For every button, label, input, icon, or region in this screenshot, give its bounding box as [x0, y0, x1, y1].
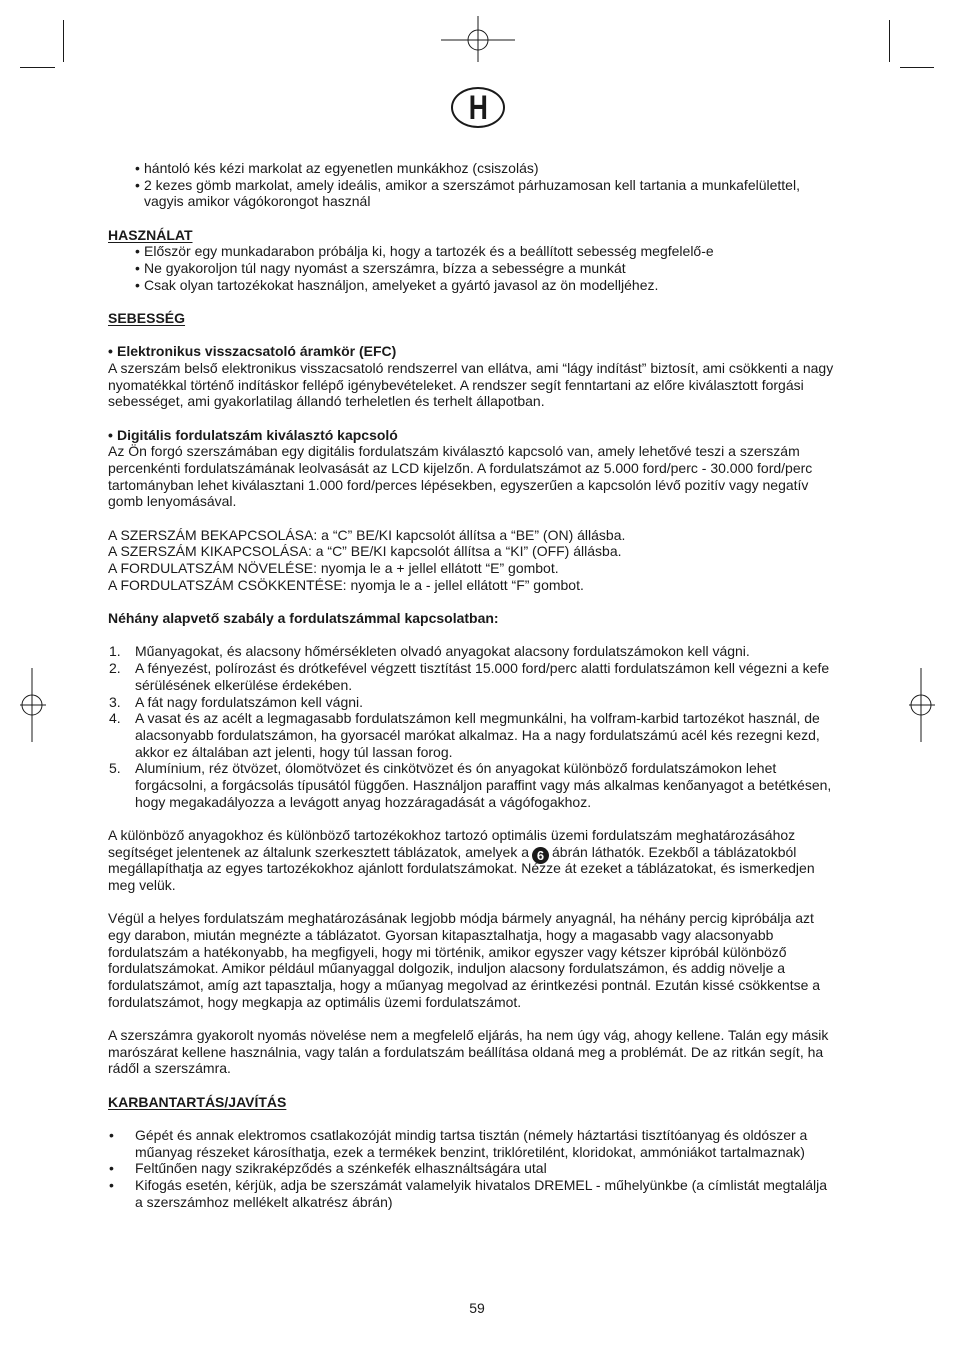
bullet: •: [108, 426, 113, 443]
bullet: •: [109, 1126, 114, 1143]
numbered-item-continuation: [0, 677, 954, 694]
numbered-item-continuation: [0, 777, 954, 794]
blank-line: [0, 210, 954, 227]
numbered-item-text: alacsonyabb fordulatszámon, ha gyorsacél marókat alkalmaz. Ha a nagy fordulatszámú acél kés rezegni kezd,: [135, 726, 820, 743]
section-heading-line: [0, 227, 954, 244]
item-number: 3.: [109, 693, 121, 710]
paragraph-text: Végül a helyes fordulatszám meghatározásának legjobb módja bármely anyagnál, ha néhány percig kipróbálja azt: [108, 910, 814, 927]
paragraph-text: gomb lenyomásával.: [108, 493, 237, 510]
crop-mark-icon: [63, 20, 64, 62]
paragraph-line: [0, 944, 954, 961]
numbered-item-text: hogy megakadályozza a levágott anyag hozzáragadását a vágófogakhoz.: [135, 793, 592, 810]
list-item: [0, 1177, 954, 1194]
subheading-line: [0, 427, 954, 444]
list-item: [0, 260, 954, 277]
section-heading-maintenance: KARBANTARTÁS/JAVÍTÁS: [108, 1093, 287, 1110]
language-badge-letter: H: [468, 88, 488, 127]
paragraph-text: A szerszámra gyakorolt nyomás növelése nem a megfelelő eljárás, ha nem úgy vág, ahogy kellene. Talán egy másik: [108, 1026, 829, 1043]
numbered-item: [0, 660, 954, 677]
crop-mark-icon: [20, 67, 55, 68]
control-instruction: [0, 527, 954, 544]
list-item-continuation: [0, 193, 954, 210]
list-item-text: Ne gyakoroljon túl nagy nyomást a szerszámra, bízza a sebességre a munkát: [144, 260, 626, 277]
paragraph-text: egy darabon, miután megnézte a táblázatot. Gyorsan kitapasztalhatja, hogy a magasabb vagy alacsonyabb: [108, 926, 774, 943]
control-instruction: [0, 543, 954, 560]
control-instruction-text: A SZERSZÁM BEKAPCSOLÁSA: a “C” BE/KI kapcsolót állítsa a “BE” (ON) állásba.: [108, 526, 626, 543]
section-heading-usage: HASZNÁLAT: [108, 226, 193, 243]
list-item-text: vagyis amikor vágókorongot használ: [144, 193, 371, 210]
blank-line: [0, 810, 954, 827]
bullet: •: [135, 176, 140, 193]
list-item-text: Csak olyan tartozékokat használjon, amelyeket a gyártó javasol az ön modelljéhez.: [144, 276, 659, 293]
blank-line: [0, 1110, 954, 1127]
bullet: •: [135, 243, 140, 260]
subheading-line: [0, 610, 954, 627]
blank-line: [0, 593, 954, 610]
bullet: •: [135, 160, 140, 176]
list-item-text: Feltűnően nagy szikraképződés a szénkefék elhasználtságára utal: [135, 1160, 547, 1177]
control-instruction-text: A SZERSZÁM KIKAPCSOLÁSA: a “C” BE/KI kapcsolót állítsa a “KI” (OFF) állásba.: [108, 543, 622, 560]
list-item: [0, 243, 954, 260]
numbered-item-continuation: [0, 794, 954, 811]
paragraph-line: [0, 1060, 954, 1077]
section-heading-line: [0, 310, 954, 327]
list-item: [0, 277, 954, 294]
paragraph-text: fordulatszámot, amíg azt tapasztalja, hogy a műanyag megolvad az érintkezési pontnál. Ezután kissé csökkentse a: [108, 976, 821, 993]
list-item-text: műanyag részeket károsíthatja, ezek a termékek benzint, triklóretilént, kloridokat, ammóniákot tartalmaznak): [135, 1143, 805, 1160]
item-number: 2.: [109, 660, 121, 677]
numbered-item: [0, 710, 954, 727]
paragraph-line: [0, 877, 954, 894]
paragraph-line: [0, 910, 954, 927]
crop-mark-icon: [889, 20, 890, 62]
paragraph-text: fordulatszámot, hogy megkapja az optimális üzemi fordulatszámot.: [108, 993, 522, 1010]
paragraph-line: [0, 377, 954, 394]
paragraph-line: [0, 960, 954, 977]
list-item: [0, 160, 954, 177]
paragraph-line: [0, 860, 954, 877]
list-item-text: hántoló kés kézi markolat az egyenetlen munkákhoz (csiszolás): [144, 160, 539, 176]
blank-line: [0, 894, 954, 911]
subheading-digital-switch: Digitális fordulatszám kiválasztó kapcsoló: [117, 426, 398, 443]
document-body: [0, 160, 954, 1210]
list-item-text: Először egy munkadarabon próbálja ki, hogy a tartozék és a beállított sebesség megfelelő-e: [144, 243, 714, 260]
numbered-item-text: forgácsolni, a forgácsolás típusától függően. Használjon paraffint vagy más alkalmas kenőanyagot a betétkésen,: [135, 776, 832, 793]
paragraph-text: fordulatszámokat. Amikor például műanyaggal dolgozik, induljon alacsony fordulatszámon, és addig növelje a: [108, 960, 786, 977]
rules-title: Néhány alapvető szabály a fordulatszámmal kapcsolatban:: [108, 610, 499, 627]
paragraph-line: [0, 1044, 954, 1061]
paragraph-line: [0, 460, 954, 477]
paragraph-text: A szerszám belső elektronikus visszacsatoló rendszerrel van ellátva, ami “lágy indítást” biztosít, ami csökkenti a nagy: [108, 360, 834, 377]
bullet: •: [108, 343, 113, 360]
list-item: [0, 177, 954, 194]
paragraph-text: A különböző anyagokhoz és különböző tartozékokhoz tartozó optimális üzemi fordulatszám meghatározásához: [108, 826, 796, 843]
paragraph-line: [0, 844, 954, 861]
paragraph-text: marószárat kellene használnia, vagy talán a fordulatszám beállítása oldaná meg a problémát. De az ritkán segít, ha: [108, 1043, 824, 1060]
paragraph-line: [0, 443, 954, 460]
list-item-continuation: [0, 1194, 954, 1211]
numbered-item-text: akkor ez általában azt jelenti, hogy túl lassan forog.: [135, 743, 453, 760]
list-item-continuation: [0, 1144, 954, 1161]
list-item: [0, 1127, 954, 1144]
paragraph-line: [0, 927, 954, 944]
paragraph-line: [0, 360, 954, 377]
blank-line: [0, 293, 954, 310]
paragraph-text: sebességet, ami gyakorlatilag állandó terheletlen és terhelt állapotban.: [108, 393, 545, 410]
list-item-text: a szerszámhoz mellékelt alkatrész ábrán): [135, 1193, 393, 1210]
paragraph-text: meg velük.: [108, 876, 176, 893]
numbered-item-text: A vasat és az acélt a legmagasabb fordulatszámon kell megmunkálni, ha volfram-karbid tartozékot használ, de: [135, 710, 820, 727]
paragraph-text: fordulatszám a hatékonyabb, ha megfigyeli, hogy mi történik, amikor egyszer vagy kétszer kipróbál különböző: [108, 943, 787, 960]
bullet: •: [109, 1176, 114, 1193]
paragraph-text: Az Ön forgó szerszámában egy digitális fordulatszám kiválasztó kapcsoló van, amely lehetővé teszi a szerszám: [108, 443, 800, 460]
paragraph-text: megállapíthatja az egyes tartozékokhoz ajánlott fordulatszámokat. Nézze át ezeket a táblázatokat, és ismerkedjen: [108, 860, 815, 877]
numbered-item-text: sérülésének elkerülése érdekében.: [135, 676, 353, 693]
list-item-text: 2 kezes gömb markolat, amely ideális, amikor a szerszámot párhuzamosan kell tartania a munkafelülettel,: [144, 176, 800, 193]
paragraph-text: ábrán láthatók. Ezekből a táblázatokból: [552, 843, 797, 860]
list-item-text: Kifogás esetén, kérjük, adja be szerszámát valamelyik hivatalos DREMEL - műhelyünkbe (a címlistát megtalálja: [135, 1176, 828, 1193]
numbered-item: [0, 760, 954, 777]
paragraph-line: [0, 1027, 954, 1044]
paragraph-text: segítséget jelentenek az általunk szerkesztett táblázatok, amelyek a: [108, 843, 530, 860]
paragraph-line: [0, 977, 954, 994]
control-instruction: [0, 560, 954, 577]
numbered-item-continuation: [0, 727, 954, 744]
subheading-efc: Elektronikus visszacsatoló áramkör (EFC): [117, 343, 397, 360]
blank-line: [0, 410, 954, 427]
item-number: 1.: [109, 643, 121, 660]
paragraph-line: [0, 827, 954, 844]
registration-mark-icon: [438, 14, 518, 64]
blank-line: [0, 327, 954, 344]
subheading-line: [0, 343, 954, 360]
section-heading-line: [0, 1094, 954, 1111]
figure-number-badge-icon: 6: [532, 847, 549, 864]
blank-line: [0, 1010, 954, 1027]
bullet: •: [109, 1160, 114, 1177]
blank-line: [0, 1077, 954, 1094]
numbered-item-text: A fényezést, polírozást és drótkefével végzett tisztítást 15.000 ford/perc alatti fordulatszámon kell végezni a kefe: [135, 660, 830, 677]
item-number: 4.: [109, 710, 121, 727]
numbered-item-text: Alumínium, réz ötvözet, ólomötvözet és cinkötvözet és ón anyagokat különböző fordulatszámokon lehet: [135, 760, 777, 777]
paragraph-line: [0, 393, 954, 410]
control-instruction-text: A FORDULATSZÁM CSÖKKENTÉSE: nyomja le a - jellel ellátott “F” gombot.: [108, 576, 584, 593]
paragraph-text: rádől a szerszámra.: [108, 1060, 231, 1077]
section-heading-speed: SEBESSÉG: [108, 310, 186, 327]
paragraph-text: tartományban lehet kiválasztani 1.000 ford/perces lépésekben, egyszerűen a kapcsolón lévő pozitív vagy negatív: [108, 476, 809, 493]
bullet: •: [135, 260, 140, 277]
numbered-item-continuation: [0, 744, 954, 761]
bullet: •: [135, 276, 140, 293]
paragraph-line: [0, 994, 954, 1011]
list-item-text: Gépét és annak elektromos csatlakozóját mindig tartsa tisztán (némely háztartási tisztítóanyag és oldószer a: [135, 1126, 808, 1143]
paragraph-text: percenkénti fordulatszámának leolvasását az LCD kijelzőn. A fordulatszámot az 5.000 ford/perc - 30.000 ford/perc: [108, 460, 813, 477]
control-instruction: [0, 577, 954, 594]
paragraph-text: nyomatékkal történő indításkor fellépő igénybevételeket. A rendszer segít fenntartani az előre kiválasztott forgási: [108, 376, 804, 393]
numbered-item-text: Műanyagokat, és alacsony hőmérsékleten olvadó anyagokat alacsony fordulatszámokon kell vágni.: [135, 643, 750, 660]
paragraph-line: [0, 477, 954, 494]
item-number: 5.: [109, 760, 121, 777]
numbered-item: [0, 643, 954, 660]
list-item: [0, 1160, 954, 1177]
paragraph-line: [0, 493, 954, 510]
control-instruction-text: A FORDULATSZÁM NÖVELÉSE: nyomja le a + jellel ellátott “E” gombot.: [108, 560, 559, 577]
numbered-item-text: A fát nagy fordulatszámon kell vágni.: [135, 693, 364, 710]
language-badge: [451, 87, 505, 128]
page-number: 59: [469, 1300, 485, 1316]
numbered-item: [0, 694, 954, 711]
crop-mark-icon: [900, 67, 934, 68]
blank-line: [0, 627, 954, 644]
blank-line: [0, 510, 954, 527]
